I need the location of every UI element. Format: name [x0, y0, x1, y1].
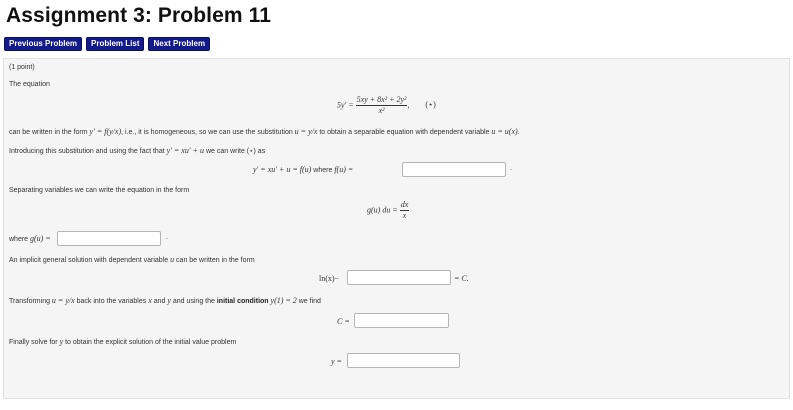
- problem-body: [3, 58, 790, 399]
- implicit-answer-input[interactable]: [347, 270, 451, 285]
- main-equation: [337, 95, 436, 116]
- fu-equation: [253, 165, 353, 174]
- fu-where-text: where: [311, 167, 335, 174]
- final-text-1: Finally solve for: [9, 339, 60, 346]
- transform-text-2: back into the variables: [74, 298, 149, 305]
- separated-equation: [367, 200, 409, 221]
- y-label: y =: [331, 357, 342, 366]
- separated-lhs: g(u) du =: [367, 205, 398, 215]
- implicit-text: [9, 255, 255, 264]
- transform-text-4: and using the: [170, 298, 217, 305]
- implicit-lhs: ln(x)−: [319, 274, 340, 283]
- fu-label: f(u) =: [334, 165, 354, 174]
- transform-text-3: and: [151, 298, 168, 305]
- substitution-math-1: y′ = xu′ + u: [166, 146, 205, 155]
- where-g-text: [9, 234, 51, 243]
- separated-numerator: dx: [400, 200, 409, 209]
- fu-equation-lhs: y′ = xu′ + u = f(u): [253, 165, 312, 174]
- g-label: g(u) =: [30, 234, 51, 243]
- homogeneous-math-1: y′ = f(y/x): [89, 127, 122, 136]
- homogeneous-text-1: can be written in the form: [9, 129, 90, 136]
- implicit-rhs: = C.: [454, 274, 469, 283]
- points-label: (1 point): [9, 64, 35, 71]
- next-problem-button[interactable]: Next Problem: [148, 37, 210, 51]
- initial-condition-bold: initial condition: [216, 298, 269, 305]
- separated-fraction: [400, 200, 410, 221]
- y-answer-input[interactable]: [347, 353, 460, 368]
- c-answer-input[interactable]: [354, 313, 449, 328]
- homogeneous-text-3: to obtain a separable equation with dependent variable: [317, 129, 492, 136]
- g-period: .: [166, 234, 168, 241]
- homogeneous-text-4: .: [517, 129, 520, 136]
- homogeneous-math-2: u = y/x: [294, 127, 318, 136]
- equation-lhs: 5y′ =: [337, 100, 354, 110]
- separating-text: Separating variables we can write the equation in the form: [9, 187, 190, 194]
- homogeneous-text: [9, 127, 520, 136]
- transform-math-1: u = y/x: [51, 296, 75, 305]
- transform-text-6: we find: [296, 298, 321, 305]
- substitution-text-2: we can write (⋆) as: [204, 148, 266, 155]
- transform-text: [9, 296, 321, 305]
- final-text: [9, 337, 236, 346]
- implicit-text-2: can be written in the form: [174, 257, 255, 264]
- homogeneous-math-3: u = u(x): [491, 127, 518, 136]
- fu-period: .: [510, 165, 512, 172]
- implicit-math-1: u: [170, 255, 175, 264]
- problem-list-button[interactable]: Problem List: [86, 37, 144, 51]
- transform-math-4: y(1) = 2: [270, 296, 297, 305]
- equation-numerator: 5xy + 8x² + 2y²: [356, 95, 407, 104]
- where-g-prefix: where: [9, 236, 31, 243]
- homogeneous-text-2: , i.e., it is homogeneous, so we can use the substitution: [121, 129, 295, 136]
- transform-math-2: x: [148, 296, 152, 305]
- implicit-text-1: An implicit general solution with dependent variable: [9, 257, 171, 264]
- c-label: C =: [337, 317, 350, 326]
- gu-answer-input[interactable]: [57, 231, 161, 246]
- final-math-1: y: [59, 337, 64, 346]
- substitution-text: [9, 146, 265, 155]
- problem-navigation: [4, 37, 210, 51]
- final-text-2: to obtain the explicit solution of the initial value problem: [63, 339, 237, 346]
- separated-denominator: x: [402, 211, 407, 220]
- equation-fraction: [356, 95, 408, 116]
- equation-tag: (⋆): [425, 100, 436, 110]
- substitution-text-1: Introducing this substitution and using the fact that: [9, 148, 167, 155]
- previous-problem-button[interactable]: Previous Problem: [4, 37, 82, 51]
- transform-math-3: y: [167, 296, 171, 305]
- intro-text: The equation: [9, 81, 50, 88]
- equation-denominator: x²: [378, 106, 385, 115]
- equation-comma: ,: [407, 100, 410, 110]
- transform-text-1: Transforming: [9, 298, 52, 305]
- page-title: Assignment 3: Problem 11: [6, 4, 271, 27]
- fu-answer-input[interactable]: [402, 162, 506, 177]
